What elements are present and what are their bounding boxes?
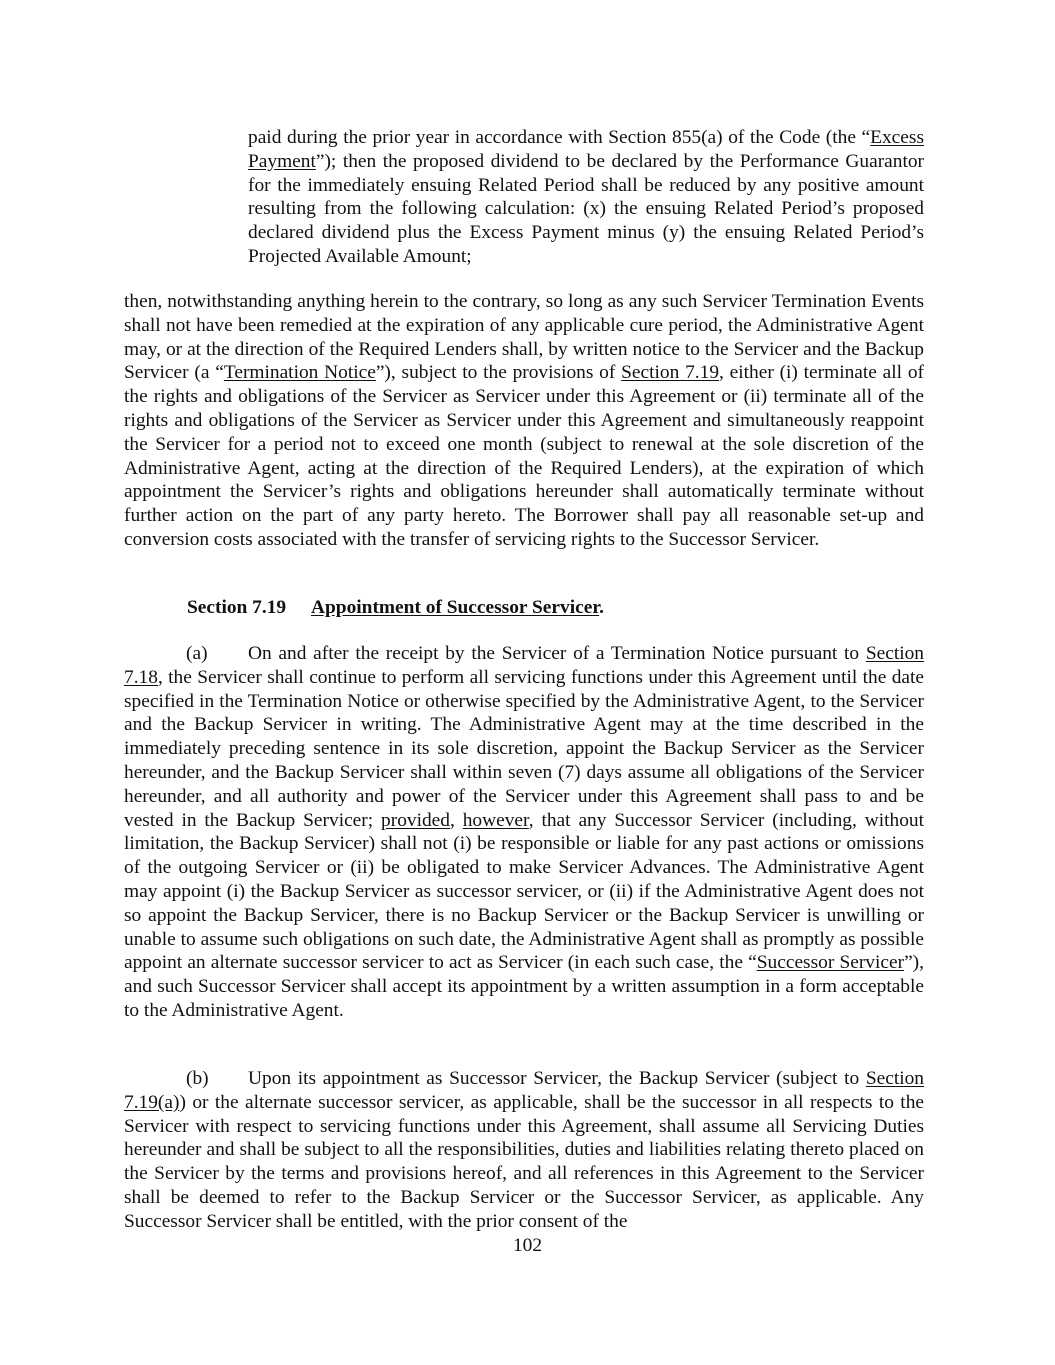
text-run: , the Servicer shall continue to perform all servicing functions under this Agreement until the date specified in the Termination Notice or otherwise specified by the Administrative Agent, to the Servicer and the Backup Servicer in writing. The Administrative Agent may at the time described in the immediately preceding sentence in its sole discretion, appoint the Backup Servicer as the Servicer hereunder, and the Backup Servicer shall within seven (7) days assume all obligations of the Servicer hereunder, and all authority and power of the Servicer under this Agreement shall pass to and be vested in the Backup Servicer; xyxy=(124,666,924,831)
section-title-period: . xyxy=(599,597,605,618)
defined-term-excess-payment: Excess Payment xyxy=(248,127,924,172)
paragraph-b xyxy=(124,1067,924,1234)
paragraph-excess-payment xyxy=(248,126,924,269)
text-run: ”), subject to the provisions of xyxy=(375,362,622,384)
cross-reference-section-7-18: Section 7.18 xyxy=(124,643,924,688)
page-number: 102 xyxy=(512,1235,543,1256)
proviso-provided: provided xyxy=(381,809,450,831)
cross-reference-section-7-19-a: Section 7.19(a) xyxy=(124,1068,924,1113)
text-run: , either (i) terminate all of the rights and obligations of the Servicer as Servicer under this Agreement or (ii) terminate all of the rights and obligations of the Servicer as Servicer under this Agreement and simultaneously reappoint the Servicer for a period not to exceed one month (subject to renewal at the sole discretion of the Administrative Agent, acting at the direction of the Required Lenders), at the expiration of which appointment the Servicer’s rights and obligations hereunder shall automatically terminate without further action on the part of any party hereto. The Borrower shall pay all reasonable set-up and conversion costs associated with the transfer of servicing rights to the Successor Servicer. xyxy=(124,362,924,550)
text-run: then, notwithstanding anything herein to the contrary, so long as any such Servicer Termination Events shall not have been remedied at the expiration of any applicable cure period, the Administrative Agent may, or at the direction of the Required Lenders shall, by written notice to the Servicer and the Backup Servicer (a “ xyxy=(124,291,924,384)
text-run: On and after the receipt by the Servicer of a Termination Notice pursuant to xyxy=(248,643,866,664)
paragraph-termination-notice xyxy=(124,290,924,552)
text-run: , that any Successor Servicer (including, without limitation, the Backup Servicer) shall not (i) be responsible or liable for any past actions or omissions of the outgoing Servicer or (ii) be obligated to make Servicer Advances. The Administrative Agent may appoint (i) the Backup Servicer as successor servicer, or (ii) if the Administrative Agent does not so appoint the Backup Servicer, there is no Backup Servicer or the Backup Servicer is unwilling or unable to assume such obligations on such date, the Administrative Agent shall as promptly as possible appoint an alternate successor servicer to act as Servicer (in each such case, the “ xyxy=(124,809,924,974)
text-run: ) or the alternate successor servicer, as applicable, shall be the successor in all respects to the Servicer with respect to servicing functions under this Agreement, shall assume all Servicing Duties hereunder and shall be subject to all the responsibilities, duties and liabilities relating thereto placed on the Servicer by the terms and provisions hereof, and all references in this Agreement to the Servicer shall be deemed to refer to the Backup Servicer or the Successor Servicer, as applicable. Any Successor Servicer shall be entitled, with the prior consent of the xyxy=(124,1091,924,1232)
section-number: Section 7.19 xyxy=(187,597,287,618)
cross-reference-section-7-19: Section 7.19 xyxy=(621,362,720,384)
proviso-however: however xyxy=(462,809,529,831)
section-heading xyxy=(187,596,604,620)
defined-term-termination-notice: Termination Notice xyxy=(223,362,376,384)
text-run: , xyxy=(449,809,463,831)
text-run: ”); then the proposed dividend to be declared by the Performance Guarantor for the immediately ensuing Related Period shall be reduced by any positive amount resulting from the following calculation: (x) the ensuing Related Period’s proposed declared dividend plus the Excess Payment minus (y) the ensuing Related Period’s Projected Available Amount; xyxy=(248,150,924,267)
paragraph-label-a: (a) xyxy=(186,643,208,664)
text-run: ”), and such Successor Servicer shall accept its appointment by a written assumption in a form acceptable to the Administrative Agent. xyxy=(124,952,924,1021)
text-run: paid during the prior year in accordance with Section 855(a) of the Code (the “ xyxy=(248,127,871,148)
paragraph-a xyxy=(124,642,924,1023)
text-run: Upon its appointment as Successor Servicer, the Backup Servicer (subject to xyxy=(248,1068,866,1089)
paragraph-label-b: (b) xyxy=(186,1068,209,1089)
section-title: Appointment of Successor Servicer xyxy=(311,597,600,618)
defined-term-successor-servicer: Successor Servicer xyxy=(756,952,905,974)
